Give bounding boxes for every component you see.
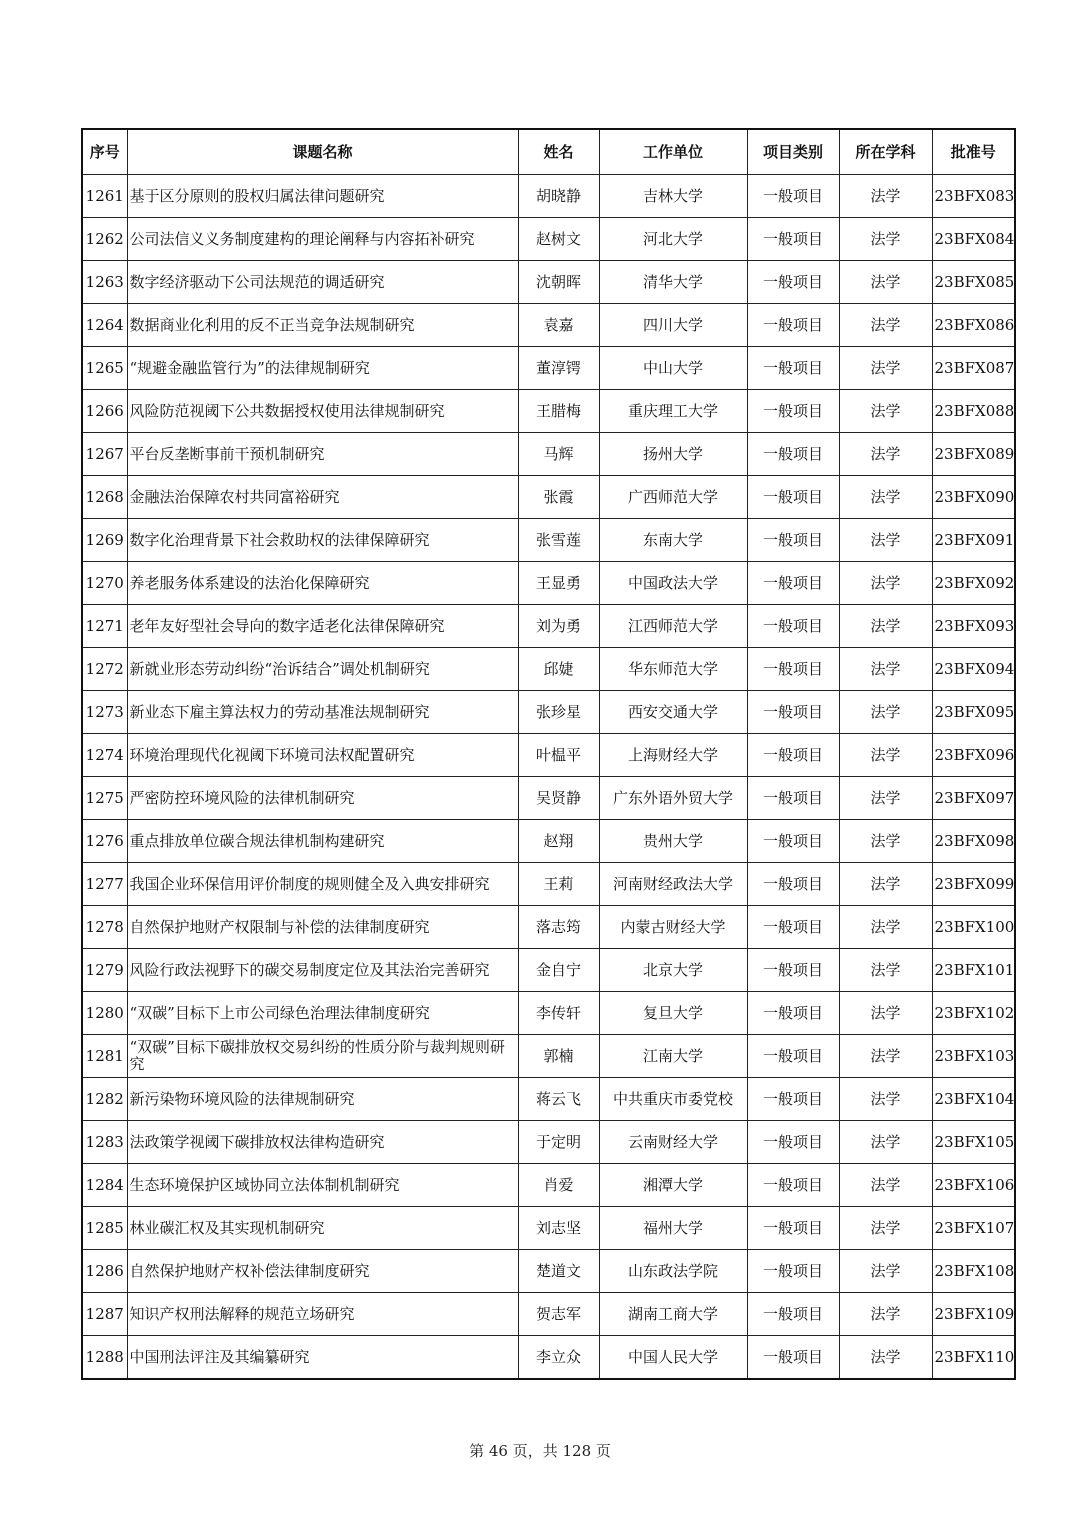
cell-name: 王显勇 [518, 562, 599, 605]
cell-title: 养老服务体系建设的法治化保障研究 [127, 562, 518, 605]
table-row [82, 949, 1015, 992]
cell-approval-no: 23BFX110 [932, 1336, 1015, 1380]
cell-discipline: 法学 [839, 433, 932, 476]
cell-title: 新就业形态劳动纠纷“治诉结合”调处机制研究 [127, 648, 518, 691]
cell-category: 一般项目 [747, 1293, 839, 1336]
table-row [82, 777, 1015, 820]
table-row [82, 1164, 1015, 1207]
cell-seq: 1277 [82, 863, 127, 906]
cell-name: 赵翔 [518, 820, 599, 863]
cell-approval-no: 23BFX097 [932, 777, 1015, 820]
cell-approval-no: 23BFX090 [932, 476, 1015, 519]
cell-unit: 东南大学 [599, 519, 747, 562]
cell-discipline: 法学 [839, 304, 932, 347]
cell-name: 落志筠 [518, 906, 599, 949]
cell-category: 一般项目 [747, 519, 839, 562]
cell-discipline: 法学 [839, 734, 932, 777]
cell-title: 老年友好型社会导向的数字适老化法律保障研究 [127, 605, 518, 648]
table-row [82, 820, 1015, 863]
project-table-container [81, 128, 1014, 1380]
cell-seq: 1271 [82, 605, 127, 648]
cell-unit: 广西师范大学 [599, 476, 747, 519]
cell-unit: 重庆理工大学 [599, 390, 747, 433]
cell-seq: 1262 [82, 218, 127, 261]
cell-approval-no: 23BFX108 [932, 1250, 1015, 1293]
cell-seq: 1279 [82, 949, 127, 992]
cell-unit: 河南财经政法大学 [599, 863, 747, 906]
cell-discipline: 法学 [839, 347, 932, 390]
cell-approval-no: 23BFX106 [932, 1164, 1015, 1207]
table-row [82, 261, 1015, 304]
cell-approval-no: 23BFX100 [932, 906, 1015, 949]
header-approval-no: 批准号 [932, 129, 1015, 175]
table-body [82, 175, 1015, 1380]
cell-seq: 1266 [82, 390, 127, 433]
cell-title: 知识产权刑法解释的规范立场研究 [127, 1293, 518, 1336]
cell-approval-no: 23BFX088 [932, 390, 1015, 433]
cell-title: 新污染物环境风险的法律规制研究 [127, 1078, 518, 1121]
table-row [82, 1035, 1015, 1078]
cell-title: 林业碳汇权及其实现机制研究 [127, 1207, 518, 1250]
cell-name: 李立众 [518, 1336, 599, 1380]
table-row [82, 476, 1015, 519]
cell-category: 一般项目 [747, 476, 839, 519]
cell-category: 一般项目 [747, 949, 839, 992]
cell-title: 数字化治理背景下社会救助权的法律保障研究 [127, 519, 518, 562]
cell-seq: 1278 [82, 906, 127, 949]
cell-discipline: 法学 [839, 605, 932, 648]
table-row [82, 1078, 1015, 1121]
cell-category: 一般项目 [747, 1078, 839, 1121]
cell-discipline: 法学 [839, 261, 932, 304]
cell-name: 王腊梅 [518, 390, 599, 433]
cell-category: 一般项目 [747, 562, 839, 605]
cell-discipline: 法学 [839, 476, 932, 519]
cell-seq: 1281 [82, 1035, 127, 1078]
cell-discipline: 法学 [839, 906, 932, 949]
cell-seq: 1261 [82, 175, 127, 218]
cell-approval-no: 23BFX096 [932, 734, 1015, 777]
cell-name: 邱婕 [518, 648, 599, 691]
cell-approval-no: 23BFX103 [932, 1035, 1015, 1078]
table-row [82, 992, 1015, 1035]
cell-discipline: 法学 [839, 949, 932, 992]
header-seq: 序号 [82, 129, 127, 175]
cell-name: 刘为勇 [518, 605, 599, 648]
cell-name: 张珍星 [518, 691, 599, 734]
cell-name: 李传轩 [518, 992, 599, 1035]
cell-category: 一般项目 [747, 347, 839, 390]
cell-seq: 1268 [82, 476, 127, 519]
cell-discipline: 法学 [839, 218, 932, 261]
cell-category: 一般项目 [747, 605, 839, 648]
cell-unit: 中山大学 [599, 347, 747, 390]
table-row [82, 648, 1015, 691]
cell-name: 胡晓静 [518, 175, 599, 218]
cell-category: 一般项目 [747, 691, 839, 734]
cell-unit: 广东外语外贸大学 [599, 777, 747, 820]
cell-approval-no: 23BFX086 [932, 304, 1015, 347]
cell-approval-no: 23BFX105 [932, 1121, 1015, 1164]
cell-unit: 贵州大学 [599, 820, 747, 863]
cell-name: 郭楠 [518, 1035, 599, 1078]
cell-discipline: 法学 [839, 1164, 932, 1207]
header-discipline: 所在学科 [839, 129, 932, 175]
table-row [82, 390, 1015, 433]
cell-discipline: 法学 [839, 1293, 932, 1336]
cell-title: 生态环境保护区域协同立法体制机制研究 [127, 1164, 518, 1207]
cell-unit: 四川大学 [599, 304, 747, 347]
cell-category: 一般项目 [747, 992, 839, 1035]
cell-discipline: 法学 [839, 390, 932, 433]
page-number: 第 46 页，共 128 页 [469, 1442, 611, 1460]
cell-approval-no: 23BFX085 [932, 261, 1015, 304]
cell-name: 袁嘉 [518, 304, 599, 347]
table-row [82, 1121, 1015, 1164]
cell-seq: 1285 [82, 1207, 127, 1250]
cell-title: 自然保护地财产权补偿法律制度研究 [127, 1250, 518, 1293]
cell-unit: 江西师范大学 [599, 605, 747, 648]
cell-title: 数据商业化利用的反不正当竞争法规制研究 [127, 304, 518, 347]
header-category: 项目类别 [747, 129, 839, 175]
cell-category: 一般项目 [747, 175, 839, 218]
table-row [82, 734, 1015, 777]
cell-unit: 山东政法学院 [599, 1250, 747, 1293]
cell-discipline: 法学 [839, 648, 932, 691]
cell-name: 刘志坚 [518, 1207, 599, 1250]
cell-unit: 北京大学 [599, 949, 747, 992]
project-table [81, 128, 1016, 1380]
cell-unit: 江南大学 [599, 1035, 747, 1078]
cell-discipline: 法学 [839, 1336, 932, 1380]
cell-unit: 中国人民大学 [599, 1336, 747, 1380]
cell-title: 自然保护地财产权限制与补偿的法律制度研究 [127, 906, 518, 949]
cell-unit: 复旦大学 [599, 992, 747, 1035]
cell-discipline: 法学 [839, 691, 932, 734]
cell-discipline: 法学 [839, 777, 932, 820]
cell-approval-no: 23BFX083 [932, 175, 1015, 218]
table-row [82, 1293, 1015, 1336]
cell-unit: 湖南工商大学 [599, 1293, 747, 1336]
cell-name: 沈朝晖 [518, 261, 599, 304]
cell-name: 肖爱 [518, 1164, 599, 1207]
cell-category: 一般项目 [747, 820, 839, 863]
cell-discipline: 法学 [839, 820, 932, 863]
cell-seq: 1263 [82, 261, 127, 304]
cell-name: 王莉 [518, 863, 599, 906]
cell-unit: 华东师范大学 [599, 648, 747, 691]
cell-seq: 1264 [82, 304, 127, 347]
cell-title: 数字经济驱动下公司法规范的调适研究 [127, 261, 518, 304]
cell-seq: 1283 [82, 1121, 127, 1164]
header-title: 课题名称 [127, 129, 518, 175]
cell-discipline: 法学 [839, 175, 932, 218]
cell-seq: 1284 [82, 1164, 127, 1207]
cell-category: 一般项目 [747, 777, 839, 820]
cell-unit: 扬州大学 [599, 433, 747, 476]
cell-title: “规避金融监管行为”的法律规制研究 [127, 347, 518, 390]
cell-seq: 1265 [82, 347, 127, 390]
cell-seq: 1286 [82, 1250, 127, 1293]
table-header-row [82, 129, 1015, 175]
cell-name: 张雪莲 [518, 519, 599, 562]
cell-category: 一般项目 [747, 433, 839, 476]
cell-name: 赵树文 [518, 218, 599, 261]
cell-seq: 1287 [82, 1293, 127, 1336]
cell-discipline: 法学 [839, 519, 932, 562]
cell-seq: 1267 [82, 433, 127, 476]
cell-approval-no: 23BFX094 [932, 648, 1015, 691]
cell-seq: 1272 [82, 648, 127, 691]
cell-seq: 1282 [82, 1078, 127, 1121]
cell-category: 一般项目 [747, 1164, 839, 1207]
cell-title: “双碳”目标下碳排放权交易纠纷的性质分阶与裁判规则研究 [127, 1035, 518, 1078]
cell-category: 一般项目 [747, 390, 839, 433]
cell-title: 公司法信义义务制度建构的理论阐释与内容拓补研究 [127, 218, 518, 261]
cell-unit: 云南财经大学 [599, 1121, 747, 1164]
header-unit: 工作单位 [599, 129, 747, 175]
cell-category: 一般项目 [747, 1250, 839, 1293]
cell-category: 一般项目 [747, 304, 839, 347]
cell-unit: 内蒙古财经大学 [599, 906, 747, 949]
table-row [82, 863, 1015, 906]
cell-approval-no: 23BFX095 [932, 691, 1015, 734]
cell-category: 一般项目 [747, 863, 839, 906]
cell-title: “双碳”目标下上市公司绿色治理法律制度研究 [127, 992, 518, 1035]
cell-category: 一般项目 [747, 1207, 839, 1250]
cell-category: 一般项目 [747, 1035, 839, 1078]
cell-approval-no: 23BFX089 [932, 433, 1015, 476]
cell-approval-no: 23BFX101 [932, 949, 1015, 992]
cell-name: 董淳锷 [518, 347, 599, 390]
cell-unit: 福州大学 [599, 1207, 747, 1250]
cell-title: 严密防控环境风险的法律机制研究 [127, 777, 518, 820]
cell-title: 法政策学视阈下碳排放权法律构造研究 [127, 1121, 518, 1164]
table-row [82, 562, 1015, 605]
cell-title: 风险行政法视野下的碳交易制度定位及其法治完善研究 [127, 949, 518, 992]
table-row [82, 175, 1015, 218]
cell-category: 一般项目 [747, 648, 839, 691]
cell-discipline: 法学 [839, 1250, 932, 1293]
cell-name: 于定明 [518, 1121, 599, 1164]
table-row [82, 347, 1015, 390]
cell-discipline: 法学 [839, 1121, 932, 1164]
header-name: 姓名 [518, 129, 599, 175]
cell-name: 张霞 [518, 476, 599, 519]
cell-discipline: 法学 [839, 992, 932, 1035]
cell-seq: 1273 [82, 691, 127, 734]
cell-unit: 中共重庆市委党校 [599, 1078, 747, 1121]
cell-unit: 湘潭大学 [599, 1164, 747, 1207]
cell-discipline: 法学 [839, 1078, 932, 1121]
cell-approval-no: 23BFX092 [932, 562, 1015, 605]
cell-seq: 1274 [82, 734, 127, 777]
cell-category: 一般项目 [747, 1121, 839, 1164]
cell-seq: 1269 [82, 519, 127, 562]
table-row [82, 1207, 1015, 1250]
cell-approval-no: 23BFX104 [932, 1078, 1015, 1121]
cell-seq: 1288 [82, 1336, 127, 1380]
table-row [82, 433, 1015, 476]
cell-unit: 吉林大学 [599, 175, 747, 218]
cell-approval-no: 23BFX091 [932, 519, 1015, 562]
cell-approval-no: 23BFX093 [932, 605, 1015, 648]
cell-title: 平台反垄断事前干预机制研究 [127, 433, 518, 476]
table-row [82, 1336, 1015, 1380]
cell-title: 重点排放单位碳合规法律机制构建研究 [127, 820, 518, 863]
table-row [82, 1250, 1015, 1293]
cell-approval-no: 23BFX084 [932, 218, 1015, 261]
cell-discipline: 法学 [839, 1207, 932, 1250]
cell-category: 一般项目 [747, 261, 839, 304]
cell-discipline: 法学 [839, 562, 932, 605]
cell-unit: 中国政法大学 [599, 562, 747, 605]
table-row [82, 691, 1015, 734]
cell-name: 楚道文 [518, 1250, 599, 1293]
cell-title: 我国企业环保信用评价制度的规则健全及入典安排研究 [127, 863, 518, 906]
table-row [82, 218, 1015, 261]
cell-unit: 西安交通大学 [599, 691, 747, 734]
cell-name: 金自宁 [518, 949, 599, 992]
cell-unit: 清华大学 [599, 261, 747, 304]
cell-category: 一般项目 [747, 906, 839, 949]
cell-approval-no: 23BFX107 [932, 1207, 1015, 1250]
cell-name: 贺志军 [518, 1293, 599, 1336]
cell-title: 新业态下雇主算法权力的劳动基准法规制研究 [127, 691, 518, 734]
table-row [82, 519, 1015, 562]
cell-approval-no: 23BFX102 [932, 992, 1015, 1035]
cell-seq: 1280 [82, 992, 127, 1035]
cell-approval-no: 23BFX109 [932, 1293, 1015, 1336]
cell-seq: 1276 [82, 820, 127, 863]
cell-discipline: 法学 [839, 1035, 932, 1078]
cell-name: 叶榅平 [518, 734, 599, 777]
cell-seq: 1275 [82, 777, 127, 820]
cell-unit: 上海财经大学 [599, 734, 747, 777]
cell-unit: 河北大学 [599, 218, 747, 261]
cell-approval-no: 23BFX098 [932, 820, 1015, 863]
table-row [82, 906, 1015, 949]
cell-seq: 1270 [82, 562, 127, 605]
cell-discipline: 法学 [839, 863, 932, 906]
table-row [82, 605, 1015, 648]
cell-title: 风险防范视阈下公共数据授权使用法律规制研究 [127, 390, 518, 433]
cell-title: 环境治理现代化视阈下环境司法权配置研究 [127, 734, 518, 777]
cell-title: 中国刑法评注及其编纂研究 [127, 1336, 518, 1380]
cell-category: 一般项目 [747, 218, 839, 261]
cell-name: 马辉 [518, 433, 599, 476]
cell-title: 基于区分原则的股权归属法律问题研究 [127, 175, 518, 218]
cell-approval-no: 23BFX087 [932, 347, 1015, 390]
cell-category: 一般项目 [747, 734, 839, 777]
cell-name: 吴贤静 [518, 777, 599, 820]
cell-approval-no: 23BFX099 [932, 863, 1015, 906]
cell-title: 金融法治保障农村共同富裕研究 [127, 476, 518, 519]
cell-name: 蒋云飞 [518, 1078, 599, 1121]
table-row [82, 304, 1015, 347]
cell-category: 一般项目 [747, 1336, 839, 1380]
